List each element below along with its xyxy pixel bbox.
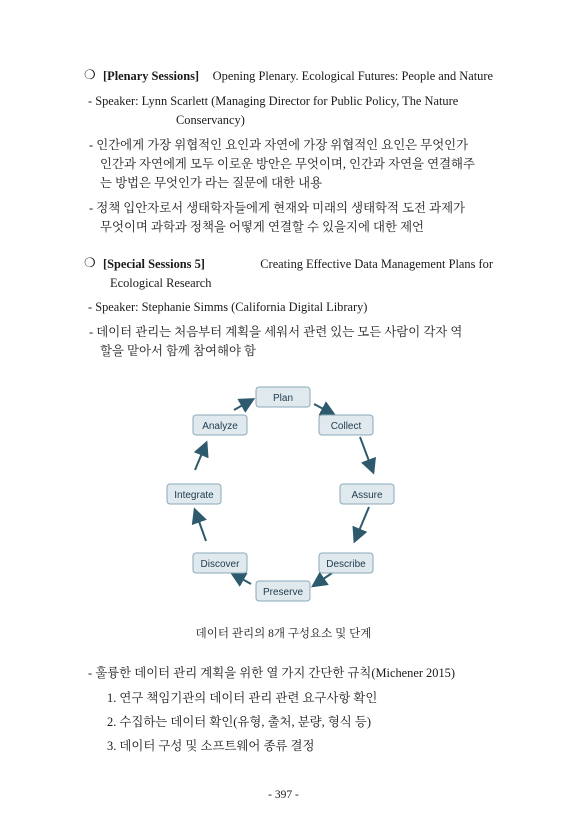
rule-item-3: 3. 데이터 구성 및 소프트웨어 종류 결정 bbox=[107, 739, 315, 753]
section-2-item-1-line-1: - 데이터 관리는 처음부터 계획을 세워서 관련 있는 모든 사람이 각자 역 bbox=[89, 325, 463, 339]
cycle-arrow bbox=[196, 513, 206, 541]
rule-item-2: 2. 수집하는 데이터 확인(유형, 출처, 분량, 형식 등) bbox=[107, 715, 371, 729]
section-1-item-2-line-2: 무엇이며 과학과 정책을 어떻게 연결할 수 있을지에 대한 제언 bbox=[100, 220, 425, 234]
section-1-title: Opening Plenary. Ecological Futures: People and Nature bbox=[212, 69, 493, 83]
section-1-item-1-line-1: - 인간에게 가장 위협적인 요인과 자연에 가장 위협적인 요인은 무엇인가 bbox=[89, 138, 469, 152]
cycle-arrow bbox=[234, 401, 250, 410]
stage-label: Collect bbox=[330, 421, 362, 432]
cycle-arrow bbox=[356, 507, 369, 538]
section-2-title-cont: Ecological Research bbox=[110, 276, 212, 290]
section-1-speaker: - Speaker: Lynn Scarlett (Managing Director for Public Policy, The Nature bbox=[88, 94, 459, 108]
section-2-item-1-line-2: 할을 맡아서 함께 참여해야 함 bbox=[100, 344, 257, 358]
section-1-item-1-line-2: 인간과 자연에게 모두 이로운 방안은 무엇이며, 인간과 자연을 연결해주 bbox=[100, 157, 475, 171]
section-1-item-1-line-3: 는 방법은 무엇인가 라는 질문에 대한 내용 bbox=[100, 176, 323, 190]
stage-label: Preserve bbox=[262, 587, 304, 598]
stage-box-collect bbox=[319, 415, 373, 435]
section-2-speaker: - Speaker: Stephanie Simms (California Digital Library) bbox=[88, 300, 368, 314]
page-number: - 397 - bbox=[268, 789, 299, 801]
rules-intro: - 훌륭한 데이터 관리 계획을 위한 열 가지 간단한 규칙(Michener 2015) bbox=[88, 666, 455, 680]
section-1-heading bbox=[103, 68, 493, 84]
stage-box-assure bbox=[340, 484, 394, 504]
cycle-arrow bbox=[316, 573, 332, 584]
section-bullet: ❍ bbox=[84, 255, 96, 270]
section-2-title: Creating Effective Data Management Plans for bbox=[260, 257, 493, 271]
stage-label: Discover bbox=[200, 559, 240, 570]
stage-label: Assure bbox=[351, 490, 383, 501]
section-1-tag: [Plenary Sessions] bbox=[103, 69, 200, 83]
data-lifecycle-diagram bbox=[0, 370, 567, 620]
stage-box-discover bbox=[193, 553, 247, 573]
rule-item-1: 1. 연구 책임기관의 데이터 관리 관련 요구사항 확인 bbox=[107, 691, 378, 705]
cycle-arrow bbox=[314, 404, 331, 413]
stage-label: Describe bbox=[326, 559, 366, 570]
stage-box-describe bbox=[319, 553, 373, 573]
stage-box-integrate bbox=[167, 484, 221, 504]
stage-box-preserve bbox=[256, 581, 310, 601]
stage-label: Plan bbox=[272, 393, 294, 404]
section-2-heading bbox=[103, 256, 493, 272]
section-1-speaker-cont: Conservancy) bbox=[176, 113, 245, 127]
section-bullet: ❍ bbox=[84, 67, 96, 82]
cycle-arrow bbox=[235, 575, 251, 584]
section-1-item-2-line-1: - 정책 입안자로서 생태학자들에게 현재와 미래의 생태학적 도전 과제가 bbox=[89, 201, 466, 215]
stage-label: Integrate bbox=[174, 490, 214, 501]
stage-box-plan bbox=[256, 387, 310, 407]
figure-caption: 데이터 관리의 8개 구성요소 및 단계 bbox=[195, 628, 372, 640]
section-2-tag: [Special Sessions 5] bbox=[103, 257, 205, 271]
stage-label: Analyze bbox=[202, 421, 238, 432]
cycle-arrow bbox=[195, 446, 205, 470]
stage-box-analyze bbox=[193, 415, 247, 435]
cycle-arrow bbox=[360, 437, 372, 469]
